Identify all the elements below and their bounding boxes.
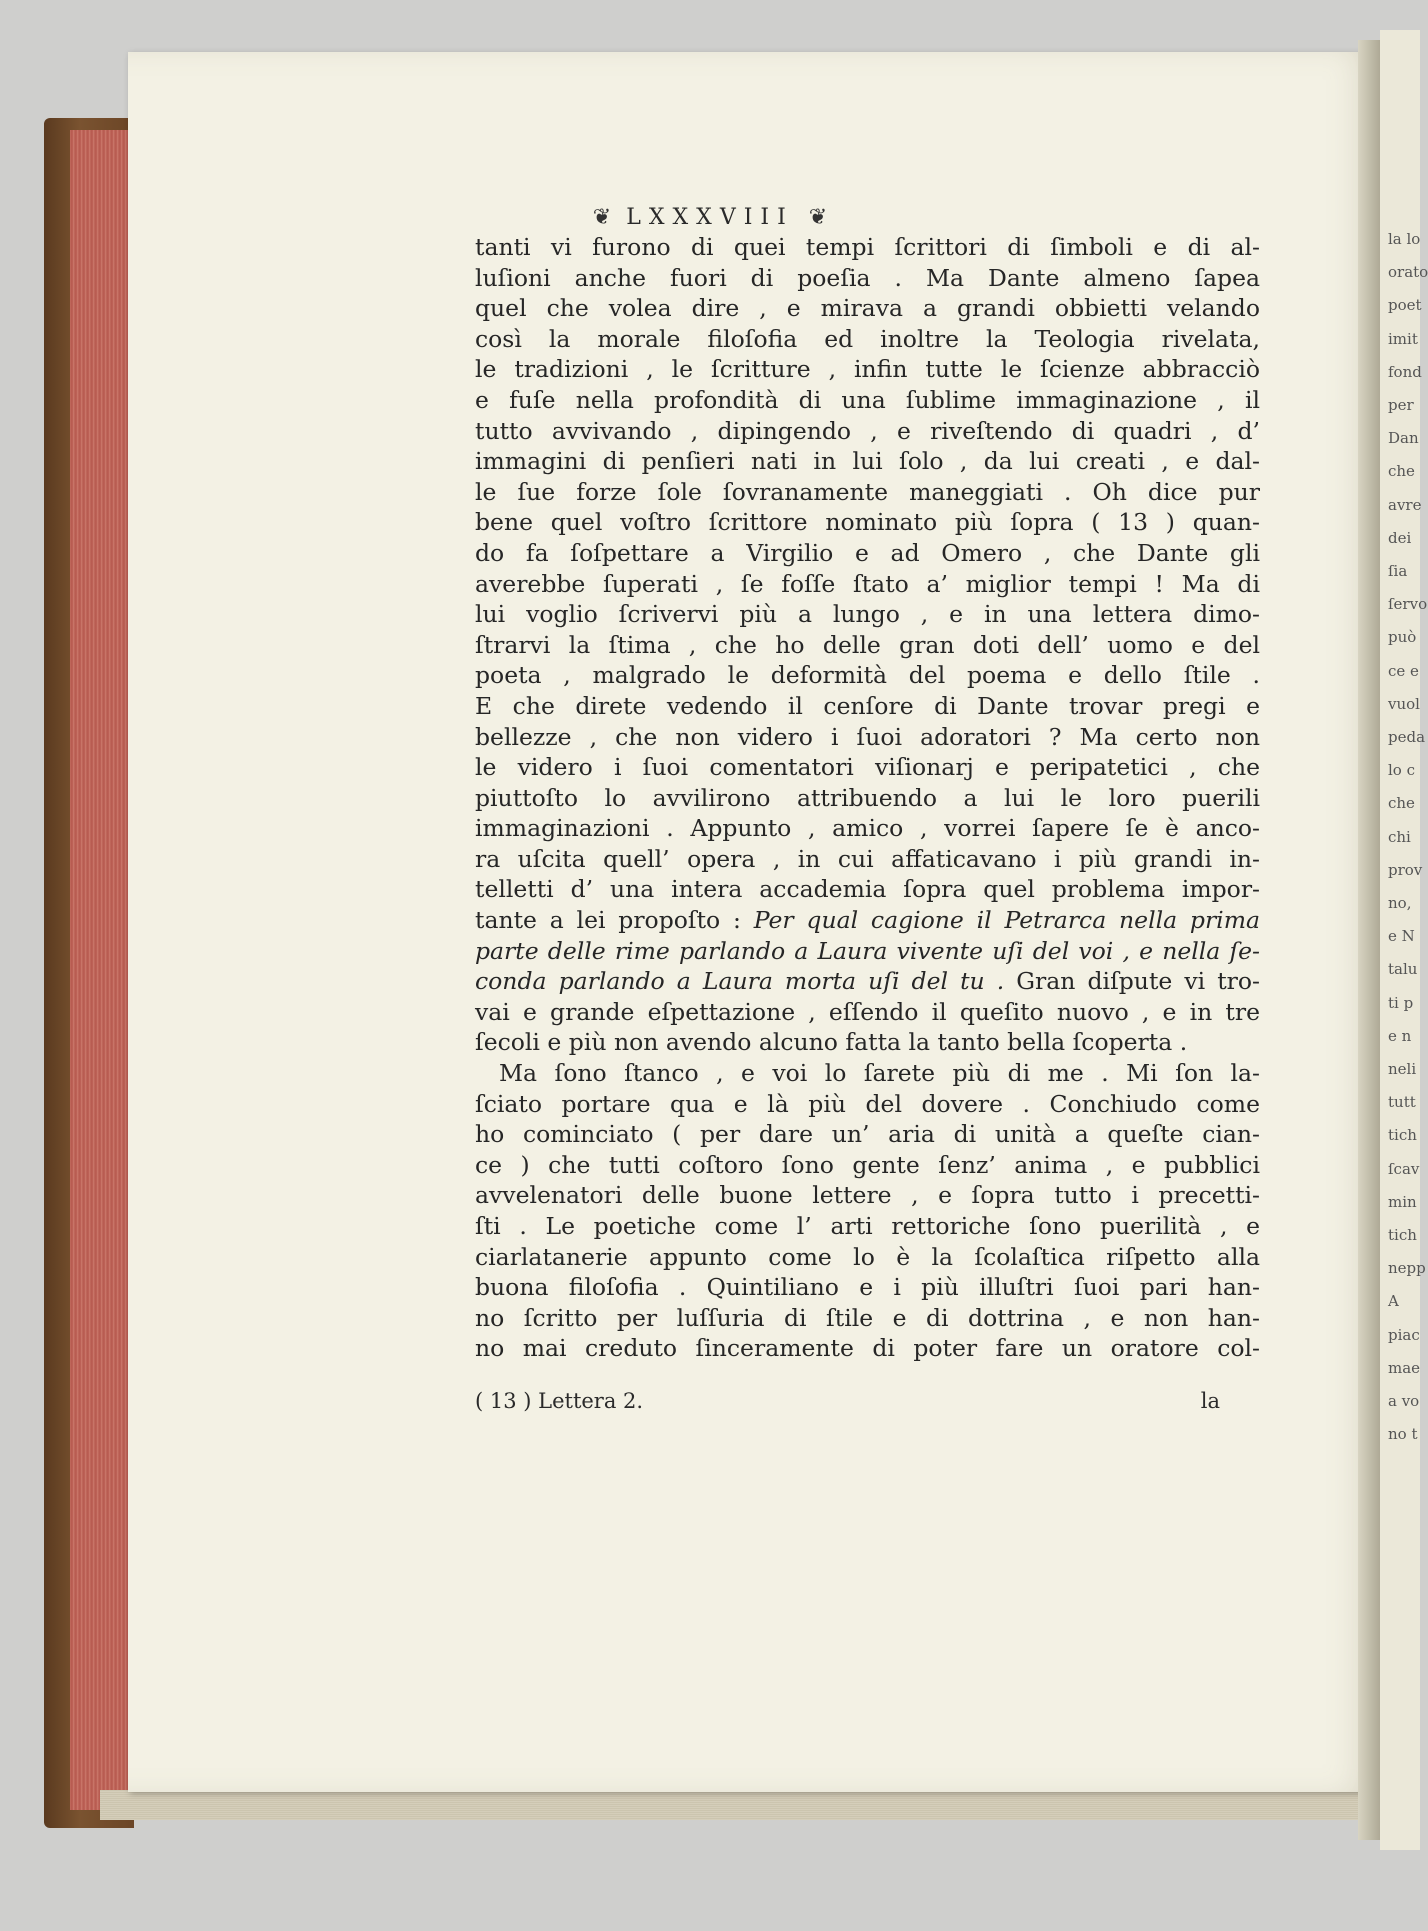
text-line-italic-2 [475, 936, 1260, 967]
italic-question-2: parte delle rime parlando a Laura vivente uſi del voi , [475, 936, 1130, 965]
facing-text-fragment: lo c [1388, 761, 1415, 780]
text-line: e fuſe nella profondità di una ſublime immaginazione , il [475, 385, 1260, 414]
italic-question-3: conda parlando a Laura morta uſi del tu . [475, 967, 1005, 996]
facing-text-fragment: ſia [1388, 562, 1408, 580]
facing-text-fragment: orato [1388, 263, 1428, 282]
text-line: le ſue forze ſole ſovranamente maneggiati . Oh dice pur [475, 477, 1260, 506]
text-line: piuttoſto lo avvilirono attribuendo a lui le loro puerili [475, 783, 1260, 812]
facing-text-fragment: fond [1388, 362, 1422, 381]
facing-text-fragment: la lo [1388, 230, 1421, 248]
facing-text-fragment: che [1388, 794, 1415, 813]
text-line: ſciato portare qua e là più del dovere . Conchiudo come [475, 1089, 1260, 1118]
footnote: ( 13 ) Lettera 2. [475, 1389, 644, 1413]
text-line: ſti . Le poetiche come l’ arti rettoriche ſono puerilità , e [475, 1212, 1260, 1240]
facing-text-fragment: mae [1388, 1358, 1421, 1377]
text-line-italic-3-tail: Gran diſpute vi tro- [1016, 967, 1260, 996]
page-edges-bottom [100, 1790, 1370, 1820]
facing-text-fragment: e n [1388, 1026, 1412, 1045]
facing-text-fragment: per [1388, 396, 1414, 414]
text-line: immaginazioni . Appunto , amico , vorrei ſapere ſe è anco- [475, 814, 1260, 843]
text-line: bellezze , che non videro i ſuoi adoratori ? Ma certo non [475, 722, 1260, 751]
facing-page [1380, 30, 1428, 1850]
facing-text-fragment: ſervo [1388, 595, 1428, 614]
facing-text-fragment: avre [1388, 495, 1422, 514]
facing-text-fragment: vuol [1388, 694, 1420, 713]
text-line: no mai creduto ſinceramente di poter fare un oratore col- [475, 1334, 1260, 1363]
text-line: lui voglio ſcrivervi più a lungo , e in una lettera dimo- [475, 600, 1260, 629]
text-line: ſtrarvi la ſtima , che ho delle gran doti dell’ uomo e del [475, 630, 1260, 659]
text-line: avvelenatori delle buone lettere , e ſopra tutto i precetti- [475, 1181, 1260, 1210]
text-line: luſioni anche fuori di poeſia . Ma Dante almeno ſapea [475, 263, 1260, 292]
text-line-italic-3 [475, 966, 1260, 997]
facing-text-fragment: imit [1388, 329, 1418, 348]
facing-text-fragment: min [1388, 1192, 1417, 1211]
paragraph-2 [475, 1058, 1260, 1364]
facing-text-fragment: Dan [1388, 429, 1419, 448]
catchword: la [1200, 1389, 1220, 1413]
ornament-left-icon: ❦ [592, 205, 612, 230]
facing-text-fragment: ti p [1388, 993, 1414, 1012]
text-line: Ma ſono ſtanco , e voi lo ſarete più di me . Mi ſon la- [499, 1059, 1260, 1088]
facing-text-fragment: può [1388, 628, 1417, 647]
text-line: le tradizioni , le ſcritture , infin tutte le ſcienze abbracciò [475, 355, 1260, 384]
italic-question: Per qual cagione il Petrarca nella prima [753, 906, 1260, 935]
facing-text-fragment: tutt [1388, 1093, 1416, 1112]
text-line: tutto avvivando , dipingendo , e riveſtendo di quadri , d’ [475, 416, 1260, 445]
text-line: quel che volea dire , e mirava a grandi obbietti velando [475, 294, 1260, 323]
text-line: così la morale filoſofia ed inoltre la Teologia rivelata, [475, 324, 1260, 353]
text-line: buona filoſofia . Quintiliano e i più illuſtri ſuoi pari han- [475, 1273, 1260, 1302]
ornament-right-icon: ❦ [808, 205, 828, 230]
text-line: le videro i ſuoi comentatori viſionarj e peripatetici , che [475, 753, 1260, 782]
text-line: bene quel voſtro ſcrittore nominato più ſopra ( 13 ) quan- [475, 508, 1260, 537]
facing-text-fragment: A [1388, 1292, 1399, 1311]
facing-text-fragment: neli [1388, 1060, 1417, 1078]
text-line: immagini di penſieri nati in lui ſolo , da lui creati , e dal- [475, 447, 1260, 476]
text-line: ce ) che tutti coſtoro ſono gente ſenz’ anima , e pubblici [475, 1150, 1260, 1179]
text-line: ſecoli e più non avendo alcuno fatta la tanto bella ſcoperta . [475, 1028, 1188, 1057]
text-line: poeta , malgrado le deformità del poema e dello ſtile . [475, 661, 1260, 690]
text-line: averebbe ſuperati , ſe foſſe ſtato a’ miglior tempi ! Ma di [475, 569, 1260, 598]
text-line: ra uſcita quell’ opera , in cui affaticavano i più grandi in- [475, 844, 1260, 873]
facing-text-fragment: piac [1388, 1325, 1420, 1344]
text-line-last: tante a lei propoſto : [475, 906, 741, 935]
facing-text-fragment: nepp [1388, 1259, 1426, 1278]
paragraph-1-end [475, 997, 1260, 1058]
italic-question-2-tail: e nella ſe- [1139, 936, 1260, 965]
facing-text-fragment: ſcav [1388, 1159, 1420, 1178]
facing-text-fragment: a vo [1388, 1392, 1420, 1410]
text-line: ho cominciato ( per dare un’ aria di unità a queſte cian- [475, 1120, 1260, 1149]
facing-text-fragment: che [1388, 462, 1415, 481]
text-line-italic-1 [475, 905, 1260, 936]
text-line: no ſcritto per luſſuria di ſtile e di dottrina , e non han- [475, 1303, 1260, 1332]
text-line: do fa ſoſpettare a Virgilio e ad Omero , che Dante gli [475, 538, 1260, 567]
facing-text-fragment: peda [1388, 728, 1426, 746]
facing-text-fragment: e N [1388, 927, 1415, 946]
body-text [475, 232, 1260, 1364]
page-edges [70, 130, 135, 1810]
facing-text-fragment: prov [1388, 860, 1423, 879]
facing-text-fragment: no, [1388, 894, 1412, 912]
facing-text-fragment: no t [1388, 1425, 1418, 1444]
text-line: telletti d’ una intera accademia ſopra quel problema impor- [475, 875, 1260, 904]
text-line: vai e grande eſpettazione , eſſendo il queſito nuovo , e in tre [475, 997, 1260, 1026]
text-line: E che direte vedendo il cenſore di Dante trovar pregi e [475, 691, 1260, 720]
facing-text-fragment: tich [1388, 1126, 1417, 1145]
facing-text-fragment: dei [1388, 528, 1412, 547]
text-line: ciarlatanerie appunto come lo è la ſcolaſtica riſpetto alla [475, 1242, 1260, 1271]
page-header [593, 205, 827, 230]
facing-text-fragment: poet [1388, 296, 1422, 315]
text-line: tanti vi furono di quei tempi ſcrittori di ſimboli e di al- [475, 233, 1260, 261]
facing-text-fragment: tich [1388, 1226, 1417, 1244]
page-number: LXXXVIII [626, 205, 794, 230]
paragraph-1 [475, 232, 1260, 905]
facing-text-fragment: chi [1388, 827, 1411, 846]
facing-text-fragment: ce e [1388, 661, 1419, 680]
facing-text-fragment: talu [1388, 960, 1418, 979]
